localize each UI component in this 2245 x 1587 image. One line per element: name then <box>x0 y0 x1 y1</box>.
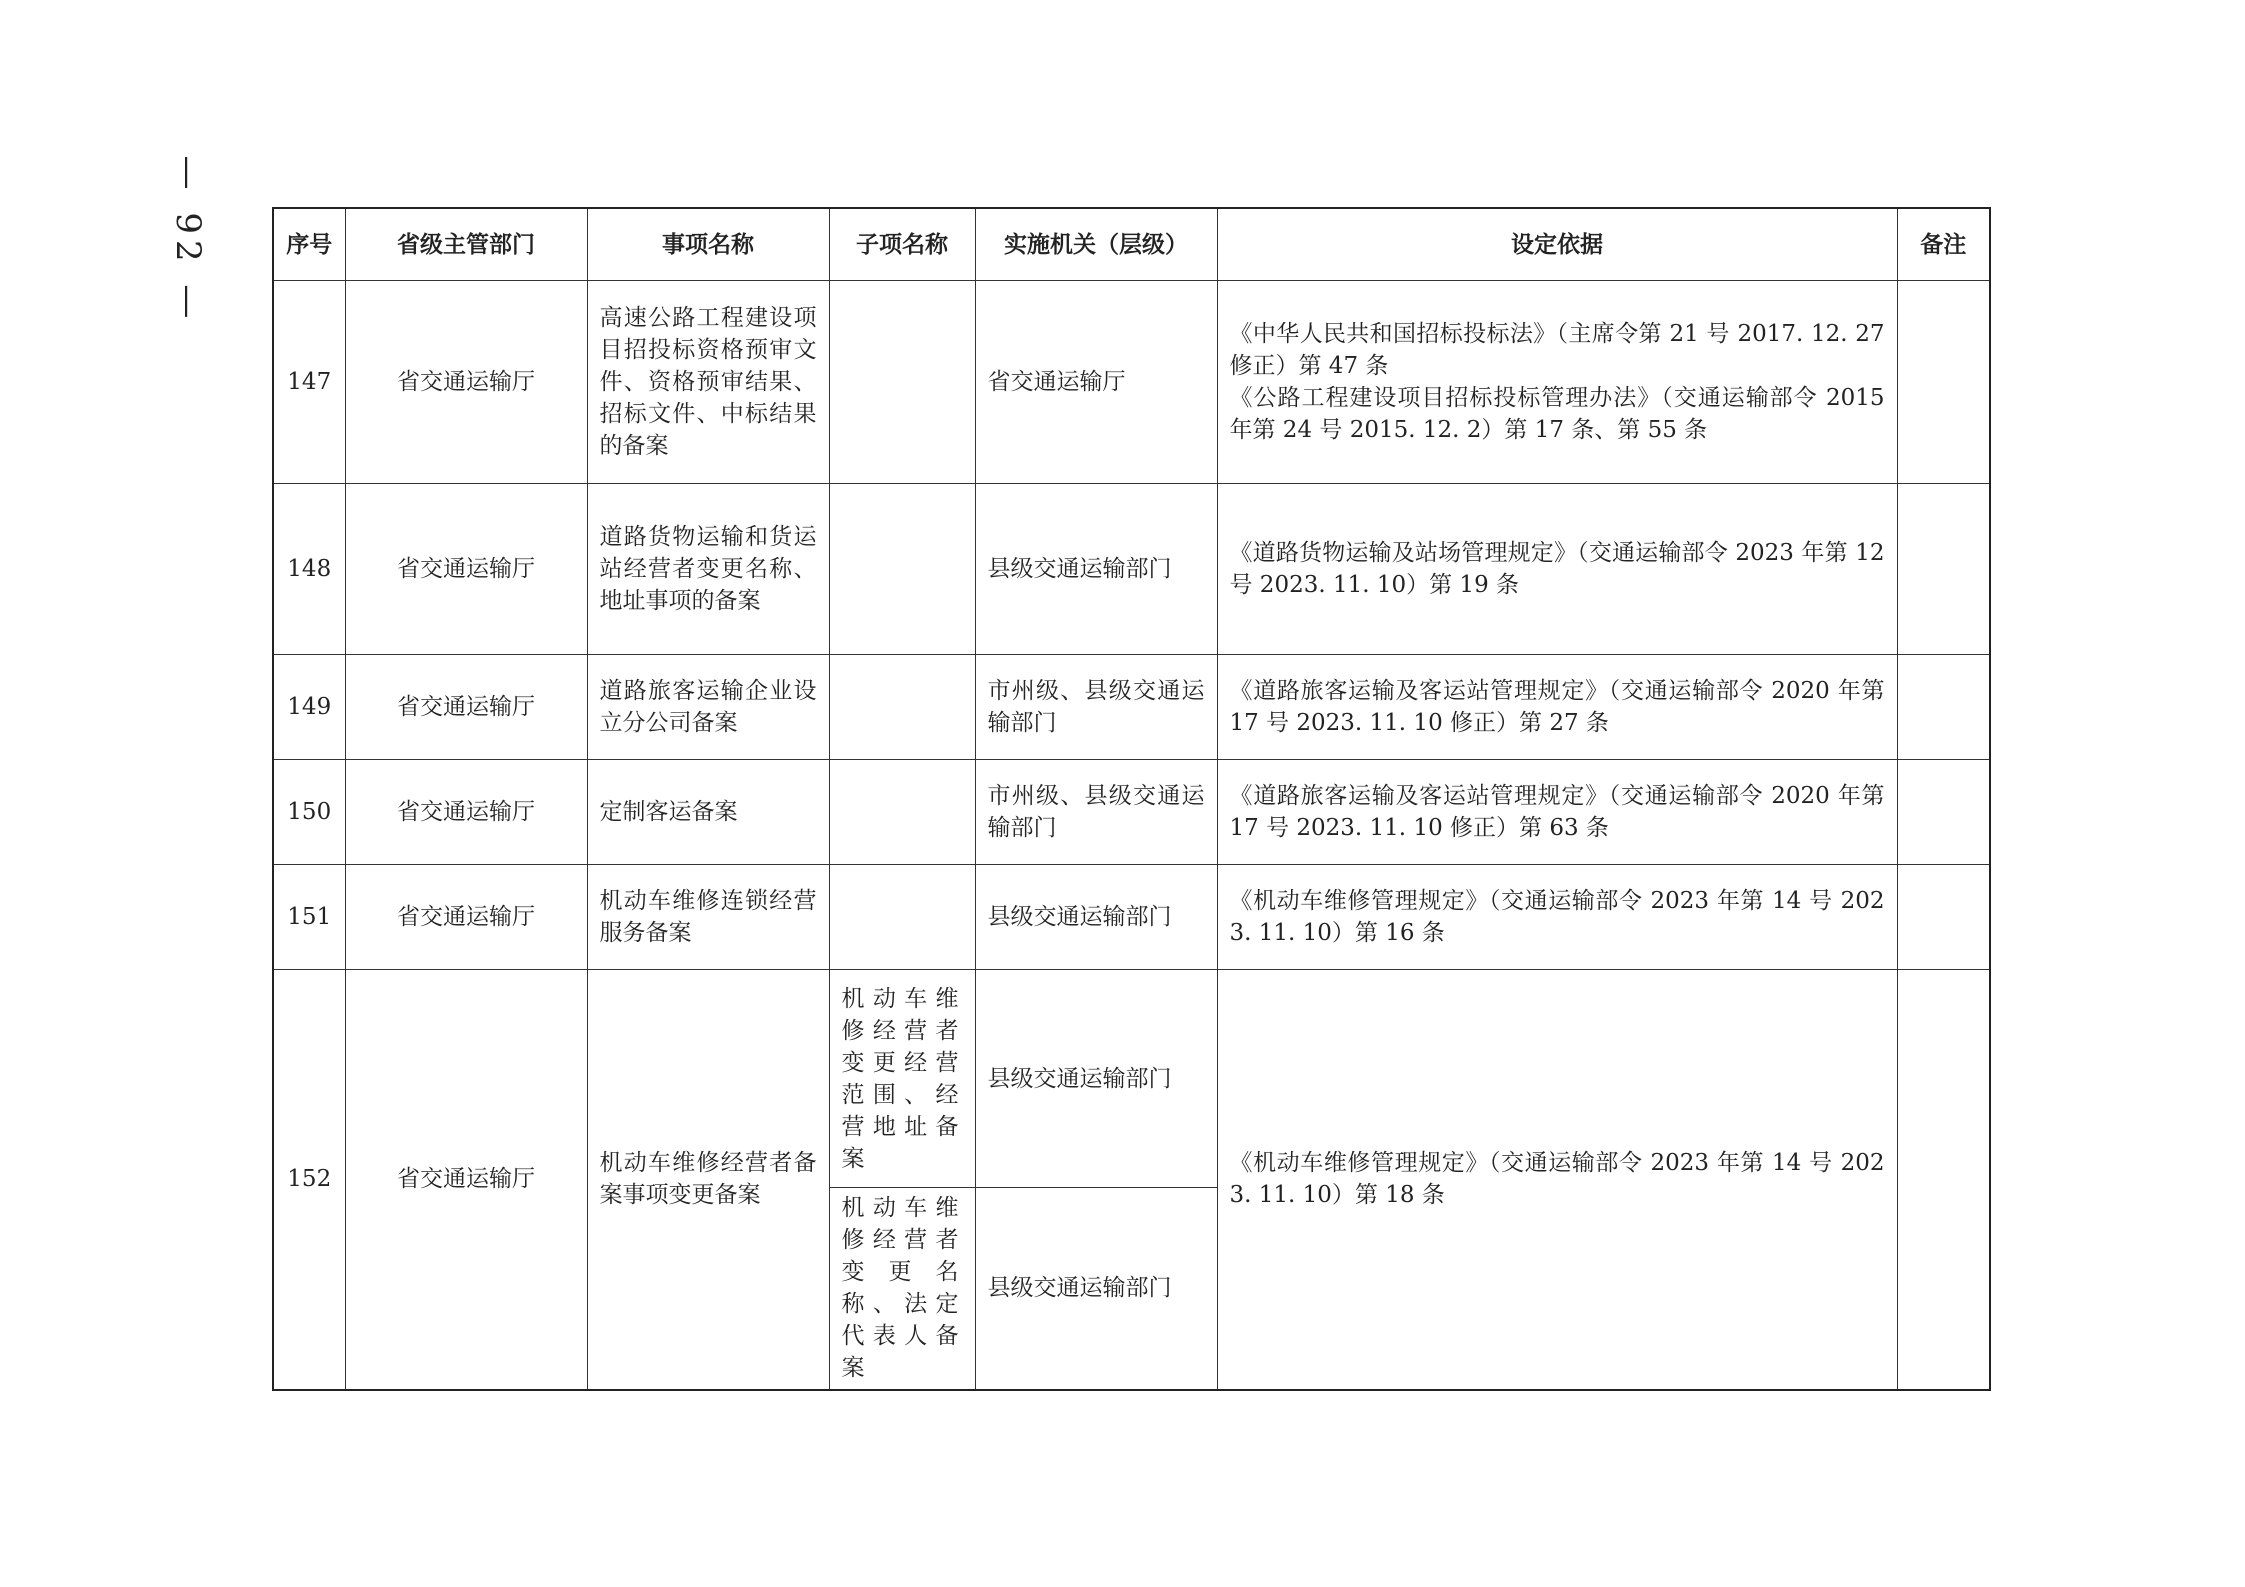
row-item: 高速公路工程建设项目招投标资格预审文件、资格预审结果、招标文件、中标结果的备案 <box>587 281 829 484</box>
row-basis <box>1217 970 1897 1390</box>
row-item: 机动车维修经营者备案事项变更备案 <box>587 970 829 1390</box>
table-row <box>273 484 1990 655</box>
row-sub <box>829 760 975 865</box>
table-row <box>273 865 1990 970</box>
row-sub <box>829 484 975 655</box>
row-sub <box>829 865 975 970</box>
row-no: 151 <box>273 865 345 970</box>
basis-line: 《道路货物运输及站场管理规定》（交通运输部令 2023 年第 12 号 2023. 11. 10）第 19 条 <box>1229 540 1885 598</box>
basis-line: 《机动车维修管理规定》（交通运输部令 2023 年第 14 号 2023. 11. 10）第 16 条 <box>1229 888 1885 946</box>
row-item: 机动车维修连锁经营服务备案 <box>587 865 829 970</box>
header-remark: 备注 <box>1897 208 1990 281</box>
row-no: 150 <box>273 760 345 865</box>
basis-line: 《机动车维修管理规定》（交通运输部令 2023 年第 14 号 2023. 11. 10）第 18 条 <box>1229 1150 1885 1209</box>
row-item: 道路旅客运输企业设立分公司备案 <box>587 655 829 760</box>
row-dept: 省交通运输厅 <box>345 970 587 1390</box>
row-no: 148 <box>273 484 345 655</box>
basis-line: 《中华人民共和国招标投标法》（主席令第 21 号 2017. 12. 27 修正）第 47 条 <box>1229 321 1885 379</box>
row-basis <box>1217 865 1897 970</box>
row-no: 147 <box>273 281 345 484</box>
row-remark <box>1897 865 1990 970</box>
header-agency: 实施机关（层级） <box>975 208 1217 281</box>
row-remark <box>1897 760 1990 865</box>
header-row <box>273 208 1990 281</box>
row-remark <box>1897 655 1990 760</box>
row-no: 152 <box>273 970 345 1390</box>
table-row <box>273 655 1990 760</box>
row-remark <box>1897 484 1990 655</box>
row-remark <box>1897 281 1990 484</box>
row-dept: 省交通运输厅 <box>345 655 587 760</box>
header-dept: 省级主管部门 <box>345 208 587 281</box>
page-number: — 92 — <box>168 155 208 325</box>
row-sub: 机动车维修经营者变更名称、法定代表人备案 <box>829 1188 975 1390</box>
header-basis: 设定依据 <box>1217 208 1897 281</box>
row-dept: 省交通运输厅 <box>345 484 587 655</box>
header-item: 事项名称 <box>587 208 829 281</box>
catalog-table <box>272 207 1991 1391</box>
row-dept: 省交通运输厅 <box>345 281 587 484</box>
row-dept: 省交通运输厅 <box>345 865 587 970</box>
table-row <box>273 760 1990 865</box>
header-no: 序号 <box>273 208 345 281</box>
row-item: 道路货物运输和货运站经营者变更名称、地址事项的备案 <box>587 484 829 655</box>
row-agency: 市州级、县级交通运输部门 <box>975 655 1217 760</box>
row-basis <box>1217 484 1897 655</box>
row-basis <box>1217 760 1897 865</box>
row-agency: 省交通运输厅 <box>975 281 1217 484</box>
row-sub <box>829 655 975 760</box>
row-agency: 县级交通运输部门 <box>975 1188 1217 1390</box>
row-basis <box>1217 655 1897 760</box>
basis-line: 《道路旅客运输及客运站管理规定》（交通运输部令 2020 年第 17 号 2023. 11. 10 修正）第 63 条 <box>1229 783 1885 841</box>
row-agency: 县级交通运输部门 <box>975 484 1217 655</box>
row-agency: 县级交通运输部门 <box>975 865 1217 970</box>
row-item: 定制客运备案 <box>587 760 829 865</box>
table-row <box>273 970 1990 1188</box>
header-sub: 子项名称 <box>829 208 975 281</box>
row-sub <box>829 281 975 484</box>
row-agency: 市州级、县级交通运输部门 <box>975 760 1217 865</box>
table-row <box>273 281 1990 484</box>
row-dept: 省交通运输厅 <box>345 760 587 865</box>
basis-line: 《道路旅客运输及客运站管理规定》（交通运输部令 2020 年第 17 号 2023. 11. 10 修正）第 27 条 <box>1229 678 1885 736</box>
basis-line: 《公路工程建设项目招标投标管理办法》（交通运输部令 2015 年第 24 号 2015. 12. 2）第 17 条、第 55 条 <box>1229 385 1885 443</box>
row-sub: 机动车维修经营者变更经营范围、经营地址备案 <box>829 970 975 1188</box>
row-no: 149 <box>273 655 345 760</box>
row-agency: 县级交通运输部门 <box>975 970 1217 1188</box>
row-remark <box>1897 970 1990 1390</box>
row-basis <box>1217 281 1897 484</box>
